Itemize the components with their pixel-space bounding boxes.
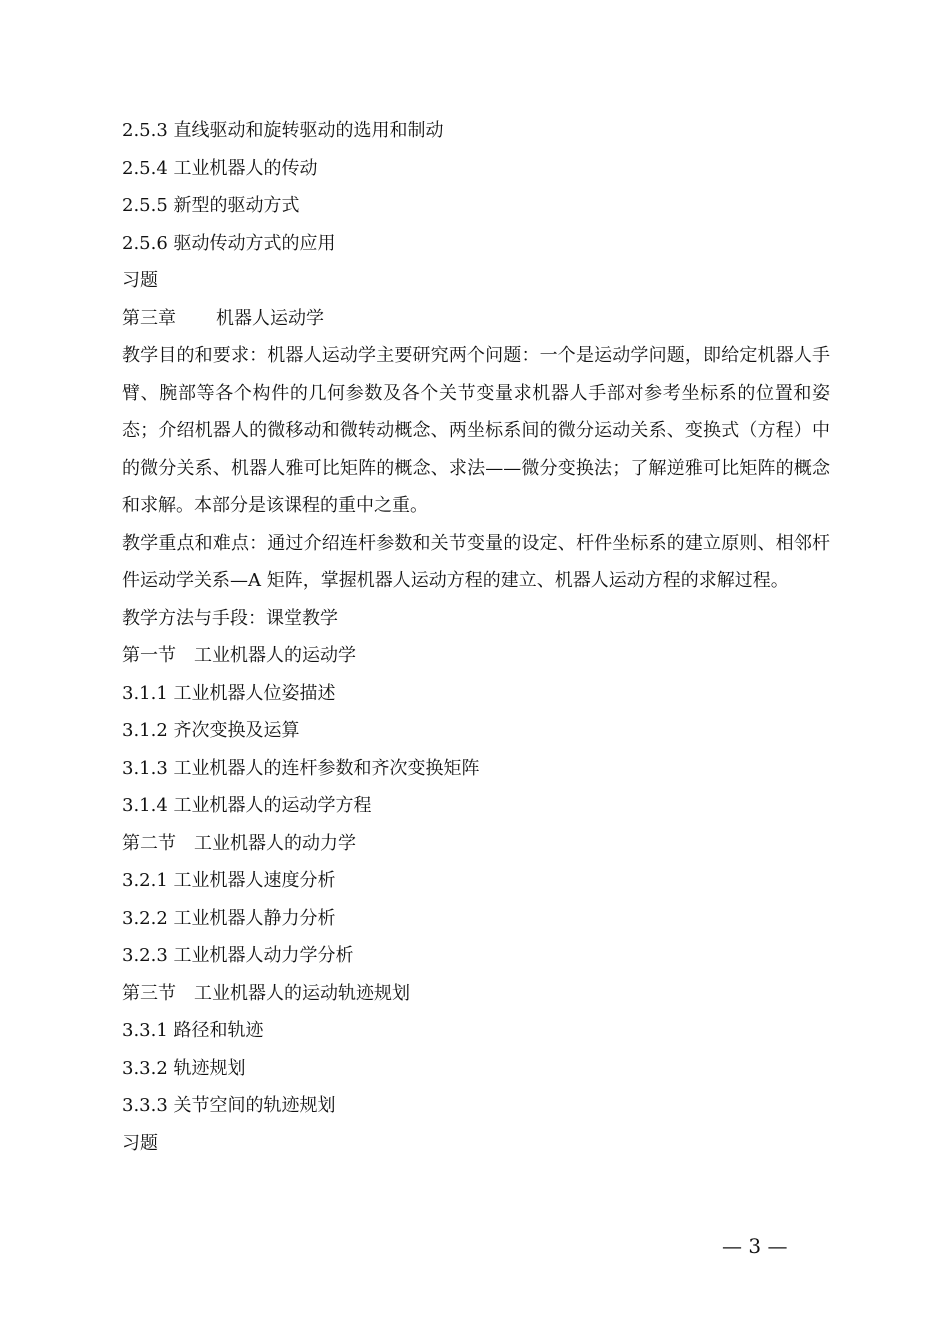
- toc-item: 3.3.1 路径和轨迹: [122, 1020, 264, 1041]
- toc-item: 2.5.4 工业机器人的传动: [122, 157, 318, 179]
- section-heading: [122, 825, 830, 863]
- document-body: [122, 112, 830, 1162]
- toc-item: 2.5.6 驱动传动方式的应用: [122, 232, 336, 254]
- chapter-title: 机器人运动学: [216, 307, 324, 329]
- section-number: 第一节: [122, 645, 176, 666]
- section-title: 工业机器人的运动轨迹规划: [194, 982, 410, 1004]
- teaching-methods-line: 教学方法与手段：课堂教学: [122, 607, 338, 629]
- section-heading: [122, 975, 830, 1013]
- toc-item: 3.2.2 工业机器人静力分析: [122, 907, 336, 929]
- section-title: 工业机器人的动力学: [194, 832, 356, 854]
- chapter-heading: [122, 300, 830, 338]
- toc-item: 3.3.2 轨迹规划: [122, 1057, 246, 1079]
- toc-item: 2.5.3 直线驱动和旋转驱动的选用和制动: [122, 120, 444, 141]
- teaching-goals-paragraph: 教学目的和要求：机器人运动学主要研究两个问题：一个是运动学问题，即给定机器人手臂、腕部等各个构件的几何参数及各个关节变量求机器人手部对参考坐标系的位置和姿态；介绍机器人的微移动和微转动概念、两坐标系间的微分运动关系、变换式（方程）中的微分关系、机器人雅可比矩阵的概念、求法——微分变换法；了解逆雅可比矩阵的概念和求解。本部分是该课程的重中之重。: [122, 345, 830, 516]
- exercises-label: 习题: [122, 1132, 158, 1154]
- key-points-paragraph: 教学重点和难点：通过介绍连杆参数和关节变量的设定、杆件坐标系的建立原则、相邻杆件运动学关系—A 矩阵，掌握机器人运动方程的建立、机器人运动方程的求解过程。: [122, 532, 830, 591]
- section-number: 第二节: [122, 832, 176, 854]
- page-number: — 3 —: [722, 1234, 788, 1258]
- toc-item: 3.1.4 工业机器人的运动学方程: [122, 795, 372, 816]
- toc-item: 3.1.2 齐次变换及运算: [122, 720, 300, 741]
- section-title: 工业机器人的运动学: [194, 645, 356, 666]
- toc-item: 3.1.3 工业机器人的连杆参数和齐次变换矩阵: [122, 757, 480, 779]
- section-number: 第三节: [122, 982, 176, 1004]
- toc-item: 3.1.1 工业机器人位姿描述: [122, 682, 336, 704]
- section-heading: [122, 637, 830, 675]
- toc-item: 3.2.3 工业机器人动力学分析: [122, 945, 354, 966]
- toc-item: 2.5.5 新型的驱动方式: [122, 195, 300, 216]
- exercises-label: 习题: [122, 270, 158, 291]
- toc-item: 3.3.3 关节空间的轨迹规划: [122, 1095, 336, 1116]
- chapter-number: 第三章: [122, 307, 176, 329]
- toc-item: 3.2.1 工业机器人速度分析: [122, 870, 336, 891]
